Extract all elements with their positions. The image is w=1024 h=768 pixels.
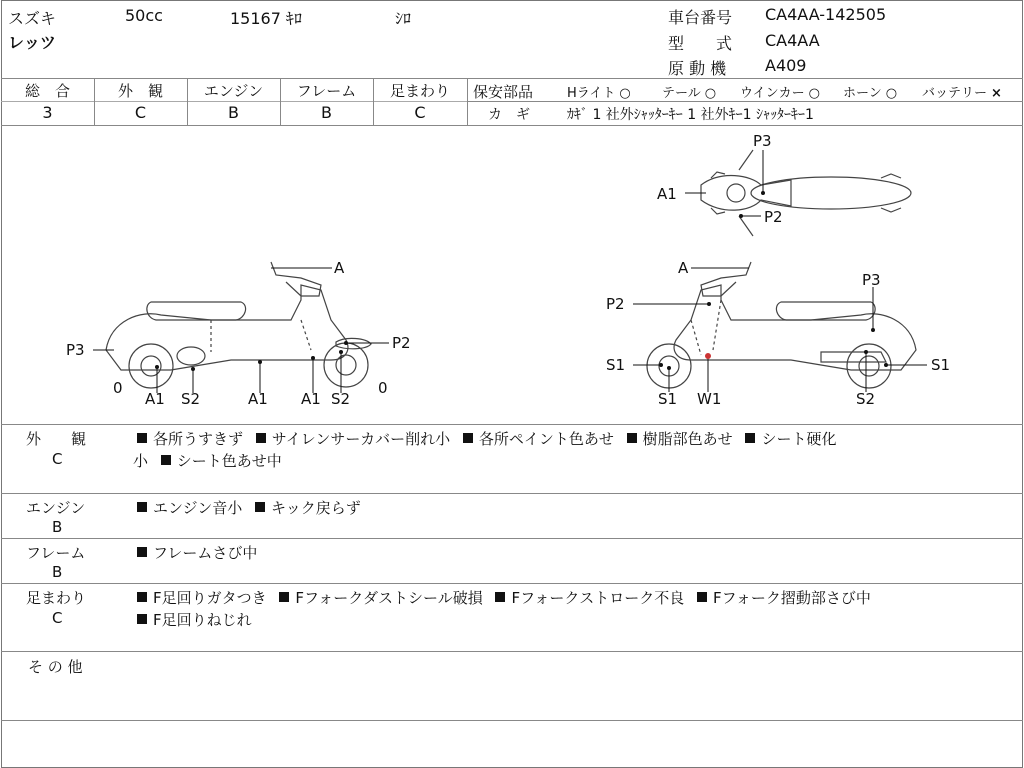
notes-susp-line-1: F足回りガタつき Fフォークダストシール破損 Fフォークストローク不良 Fフォーク摺動部さび中 xyxy=(137,587,871,608)
left-label-s2-rear: S2 xyxy=(181,390,201,408)
safety-item-battery: バッテリー × xyxy=(922,86,1002,101)
notes-exterior-grade: C xyxy=(52,450,63,468)
left-scooter-handle xyxy=(271,262,321,296)
right-label-p2: P2 xyxy=(606,295,625,313)
frame-grade-label: フレーム xyxy=(296,82,357,100)
engine-model-label: 原 動 機 xyxy=(668,59,727,78)
horn-mark: ○ xyxy=(885,86,898,101)
frame-no: CA4AA-142505 xyxy=(765,5,887,24)
right-label-w1: W1 xyxy=(697,390,722,408)
notes-frame-label: フレーム xyxy=(26,544,86,562)
safety-item-headlight: Hライト ○ xyxy=(567,86,631,101)
top-label-p2: P2 xyxy=(764,208,783,226)
right-label-s1-right: S1 xyxy=(931,356,951,374)
engine-grade: B xyxy=(228,103,239,122)
right-label-s1-bottom: S1 xyxy=(658,390,678,408)
suspension-grade: C xyxy=(414,103,426,122)
exterior-grade: C xyxy=(134,103,147,122)
right-label-s1-left: S1 xyxy=(606,356,626,374)
overall-label: 総 合 xyxy=(24,82,70,100)
frame-no-label: 車台番号 xyxy=(668,8,733,27)
left-rear-wheel xyxy=(129,344,173,388)
notes-frame-grade: B xyxy=(52,563,63,581)
left-label-p2: P2 xyxy=(392,334,411,352)
battery-mark: × xyxy=(991,86,1002,101)
type-label: 型 式 xyxy=(668,34,733,53)
displacement: 50cc xyxy=(125,6,163,25)
notes-frame-line: フレームさび中 xyxy=(137,542,257,563)
left-label-a1-front: A1 xyxy=(301,390,321,408)
notes-susp-grade: C xyxy=(52,609,63,627)
frame-grade: B xyxy=(321,103,332,122)
keys-text: ｶｷﾞ 1 社外ｼｬｯﾀｰｷｰ 1 社外ｷｰ1 ｼｬｯﾀｰｷｰ1 xyxy=(567,107,814,123)
scooter-diagram xyxy=(1,126,1023,424)
right-label-s2: S2 xyxy=(856,390,876,408)
notes-susp-label: 足まわり xyxy=(26,589,87,607)
left-label-s2-front: S2 xyxy=(331,390,351,408)
left-label-a1-rear: A1 xyxy=(145,390,165,408)
notes-engine-grade: B xyxy=(52,518,63,536)
type-value: CA4AA xyxy=(765,31,820,50)
left-label-a: A xyxy=(334,259,345,277)
notes-engine-line: エンジン音小 キック戻らず xyxy=(137,497,361,518)
engine-grade-label: エンジン xyxy=(203,82,264,100)
left-label-0-front: 0 xyxy=(378,379,388,397)
model-name: レッツ xyxy=(8,33,56,52)
safety-item-horn: ホーン ○ xyxy=(843,86,898,101)
right-label-p3: P3 xyxy=(862,271,881,289)
keys-label: カ ギ xyxy=(488,107,530,123)
exterior-label: 外 観 xyxy=(117,82,163,100)
top-view-body xyxy=(751,177,911,209)
left-label-p3: P3 xyxy=(66,341,85,359)
mileage: 15167 ｷﾛ xyxy=(230,9,302,28)
notes-other-label: そ の 他 xyxy=(28,658,83,676)
color: ｼﾛ xyxy=(395,9,412,28)
headlight-mark: ○ xyxy=(619,86,631,101)
right-label-a: A xyxy=(678,259,689,277)
left-label-a1-mid: A1 xyxy=(248,390,268,408)
left-label-0-rear: 0 xyxy=(113,379,123,397)
left-scooter-seat xyxy=(147,302,246,320)
right-scooter-handle xyxy=(701,262,751,296)
tail-mark: ○ xyxy=(704,86,717,101)
safety-item-tail: テール ○ xyxy=(662,86,717,101)
right-scooter-seat xyxy=(776,302,875,320)
notes-exterior-label: 外 観 xyxy=(26,430,87,448)
notes-exterior-line-1: 各所うすきず サイレンサーカバー削れ小 各所ペイント色あせ 樹脂部色あせ シート硬化 xyxy=(137,428,836,449)
suspension-grade-label: 足まわり xyxy=(389,82,450,100)
maker: スズキ xyxy=(8,9,57,28)
engine-model: A409 xyxy=(765,56,807,75)
safety-item-winker: ウインカー ○ xyxy=(740,86,820,101)
left-front-wheel xyxy=(324,343,368,387)
notes-susp-line-2: F足回りねじれ xyxy=(137,609,252,630)
top-label-p3: P3 xyxy=(753,132,772,150)
notes-engine-label: エンジン xyxy=(26,499,86,517)
top-label-a1: A1 xyxy=(657,185,677,203)
safety-label: 保安部品 xyxy=(473,83,534,101)
winker-mark: ○ xyxy=(808,86,820,101)
overall-grade: 3 xyxy=(42,103,53,122)
notes-exterior-line-2: 小 シート色あせ中 xyxy=(133,452,282,470)
